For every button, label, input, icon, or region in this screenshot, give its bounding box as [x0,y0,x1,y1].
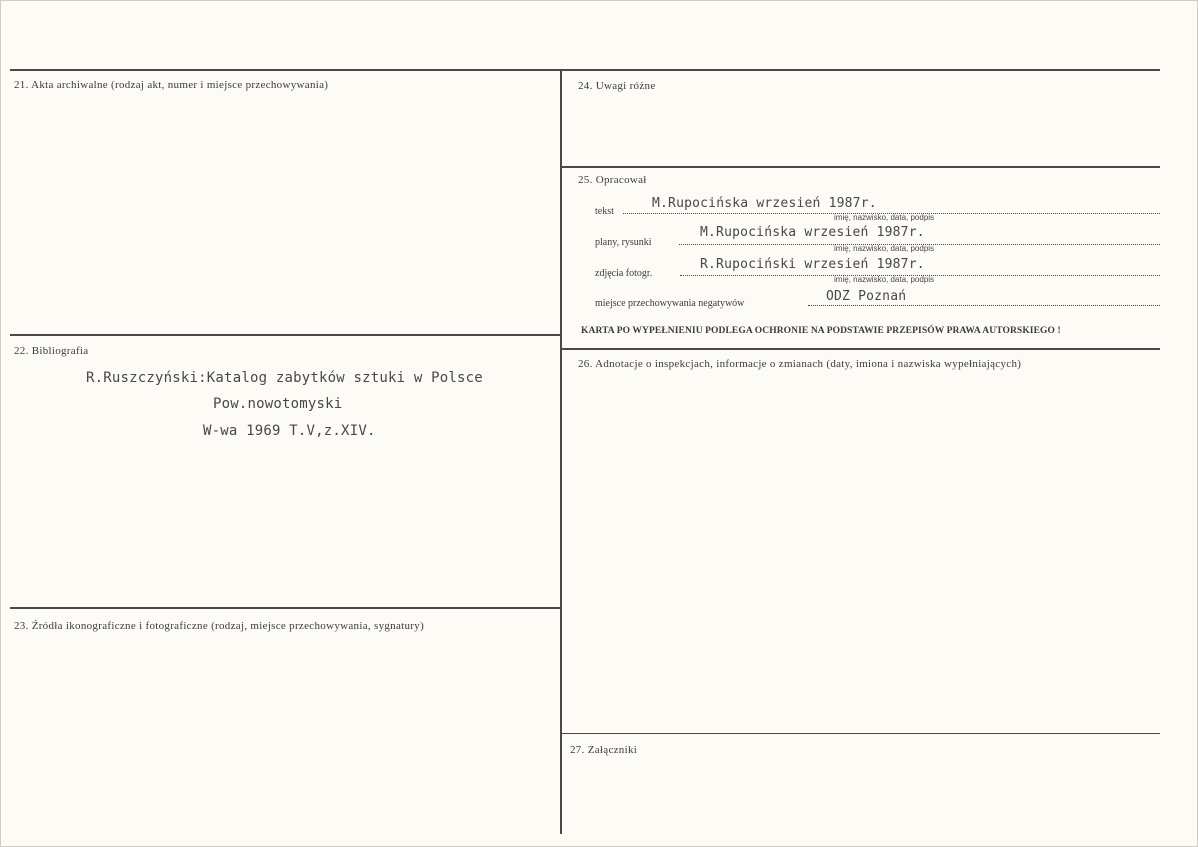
rule-27-top [562,733,1160,734]
rule-25-top [562,166,1160,168]
row-tekst-value: M.Rupocińska wrzesień 1987r. [652,196,877,211]
rule-23-top [10,607,562,609]
row-plany-value: M.Rupocińska wrzesień 1987r. [700,225,925,240]
section-23-label: 23. Źródła ikonograficzne i fotograficzne (rodzaj, miejsce przechowywania, sygnatury) [14,620,425,632]
row-tekst-label: tekst [595,206,614,217]
section-27-label: 27. Załączniki [570,744,638,756]
section-21-label: 21. Akta archiwalne (rodzaj akt, numer i miejsce przechowywania) [14,79,329,91]
row-plany-label: plany, rysunki [595,237,652,248]
copyright-notice: KARTA PO WYPEŁNIENIU PODLEGA OCHRONIE NA PODSTAWIE PRZEPISÓW PRAWA AUTORSKIEGO ! [581,326,1061,336]
section-22-label: 22. Bibliografia [14,345,89,357]
bibliography-line-3: W-wa 1969 T.V,z.XIV. [203,423,376,439]
bibliography-line-1: R.Ruszczyński:Katalog zabytków sztuki w Polsce [86,370,483,386]
row-zdjecia-label: zdjęcia fotogr. [595,268,653,279]
row-tekst-hint: imię, nazwisko, data, podpis [834,213,935,222]
section-26-label: 26. Adnotacje o inspekcjach, informacje o zmianach (daty, imiona i nazwiska wypełniających) [578,358,1022,370]
rule-22-top [10,334,562,336]
bibliography-line-2: Pow.nowotomyski [213,396,343,412]
row-zdjecia-hint: imię, nazwisko, data, podpis [834,275,935,284]
center-vertical-rule [560,69,562,834]
row-negatywy-value: ODZ Poznań [826,289,907,304]
section-24-label: 24. Uwagi różne [578,80,656,92]
section-25-label: 25. Opracował [578,174,647,186]
rule-26-top [562,348,1160,350]
row-negatywy-line [808,305,1160,306]
top-rule [10,69,1160,71]
row-zdjecia-value: R.Rupociński wrzesień 1987r. [700,257,925,272]
row-plany-hint: imię, nazwisko, data, podpis [834,244,935,253]
row-negatywy-label: miejsce przechowywania negatywów [595,298,745,309]
